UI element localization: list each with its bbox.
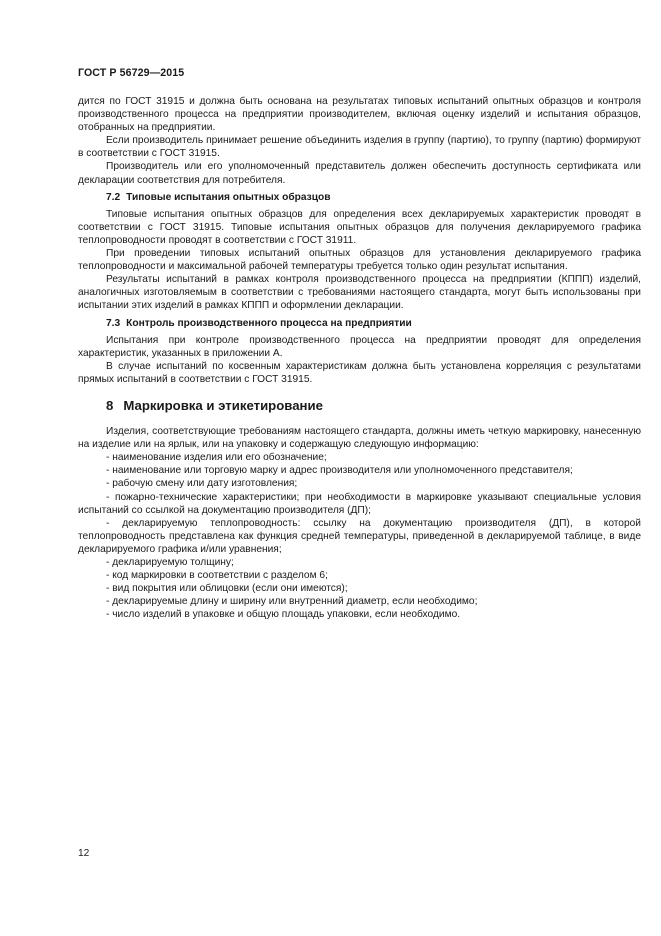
section-number: 7.3 [106,317,121,329]
paragraph-marking-intro: Изделия, соответствующие требованиям настоящего стандарта, должны иметь четкую маркировку, нанесенную на изделие или на ярлык, или на упаковку и содержащую следующую информацию: [78,426,641,451]
list-item: - декларируемую теплопроводность: ссылку на документацию производителя (ДП), в которой теплопроводность представлена как функция средней температуры, приведенной в декларируемой таблице, в виде декларируемого графика и/или уравнения; [78,517,641,555]
paragraph-grouping: Если производитель принимает решение объединить изделия в группу (партию), то группу (партию) формируют в соответствии с ГОСТ 31915. [78,135,641,160]
paragraph-certificate: Производитель или его уполномоченный представитель должен обеспечить доступность сертификата или декларации соответствия для потребителя. [78,161,641,186]
section-title: Маркировка и этикетирование [123,397,323,413]
section-title: Типовые испытания опытных образцов [126,191,331,203]
list-item: - пожарно-технические характеристики; при необходимости в маркировке указывают специальные условия испытаний со ссылкой на документацию производителя (ДП); [78,491,641,516]
section-heading-8 [78,399,641,412]
list-item: - вид покрытия или облицовки (если они имеются); [106,583,348,595]
paragraph-correlation: В случае испытаний по косвенным характеристикам должна быть установлена корреляция с результатами прямых испытаний в соответствии с ГОСТ 31915. [78,360,641,385]
section-number: 7.2 [106,191,121,203]
section-heading-7-3 [78,317,641,330]
paragraph-kppp-results: Результаты испытаний в рамках контроля производственного процесса на предприятии (КППП) изделий, аналогичных изготовляемым в соответствии с требованиями настоящего стандарта, могут быть использованы при испытании этих изделий в рамках КППП и оформлении декларации. [78,274,641,312]
list-item: - код маркировки в соответствии с разделом 6; [106,570,328,582]
document-body [78,95,641,621]
list-item: - рабочую смену или дату изготовления; [106,478,298,490]
paragraph-continuation: дится по ГОСТ 31915 и должна быть основана на результатах типовых испытаний опытных образцов и контроля производственного процесса на предприятии производителем, включая оценку изделий и испытания образцов, отобранных на предприятии. [78,96,641,134]
section-number: 8 [106,397,114,413]
section-title: Контроль производственного процесса на предприятии [126,317,412,329]
section-heading-7-2 [78,191,641,204]
paragraph-type-tests: Типовые испытания опытных образцов для определения всех декларируемых характеристик проводят в соответствии с ГОСТ 31915. Типовые испытания опытных образцов для получения декларируемого графика теплопроводности проводят в соответствии с ГОСТ 31911. [78,208,641,246]
paragraph-single-result: При проведении типовых испытаний опытных образцов для установления декларируемого графика теплопроводности и максимальной рабочей температуры требуется только один результат испытания. [78,248,641,273]
page-number: 12 [78,848,90,859]
list-item: - декларируемые длину и ширину или внутренний диаметр, если необходимо; [106,596,478,608]
list-item: - декларируемую толщину; [106,557,234,568]
list-item: - наименование или торговую марку и адрес производителя или уполномоченного представителя; [106,465,573,477]
list-item: - число изделий в упаковке и общую площадь упаковки, если необходимо. [106,609,461,621]
list-item: - наименование изделия или его обозначение; [106,452,327,464]
paragraph-fpc-tests: Испытания при контроле производственного процесса на предприятии проводят для определения характеристик, указанных в приложении А. [78,334,641,359]
document-code-header: ГОСТ Р 56729—2015 [78,67,185,79]
